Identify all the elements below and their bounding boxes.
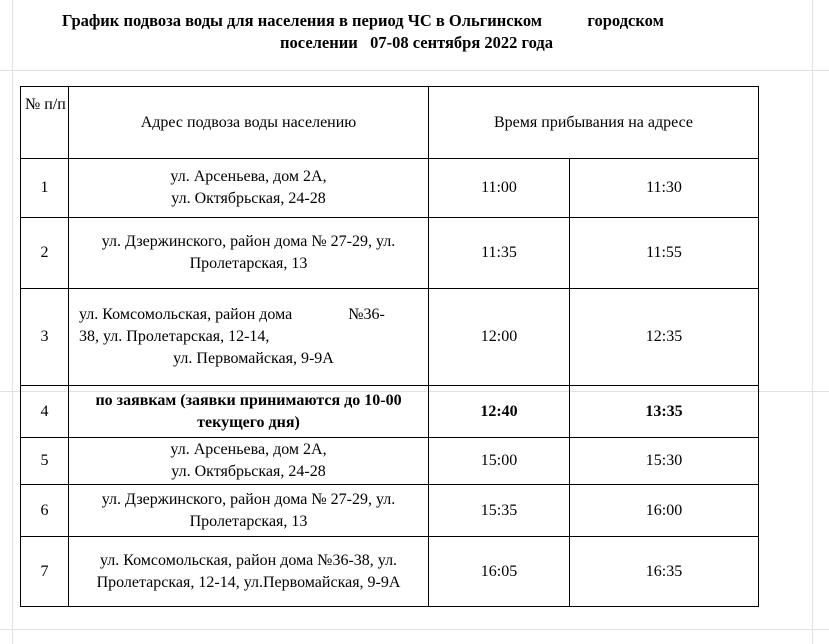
address-line: ул. Дзержинского, район дома № 27-29, ул. — [101, 490, 396, 508]
grid-line — [812, 0, 813, 644]
grid-line — [12, 0, 13, 644]
address-line: ул. Первомайская, 9-9А — [173, 350, 334, 367]
address-line: текущего дня) — [197, 413, 300, 431]
row-time-from: 16:05 — [429, 537, 570, 607]
row-num: 1 — [21, 159, 69, 218]
table-row — [21, 386, 759, 438]
title-line-1: График подвоза воды для населения в период ЧС в Ольгинском городском — [62, 11, 664, 30]
row-num: 4 — [21, 386, 69, 438]
table-row — [21, 218, 759, 289]
address-line: ул. Октябрьская, 24-28 — [171, 463, 326, 480]
table-row — [21, 485, 759, 537]
header-address: Адрес подвоза воды населению — [69, 87, 429, 159]
row-time-from: 15:00 — [429, 438, 570, 485]
address-line: по заявкам (заявки принимаются до 10-00 — [95, 391, 402, 409]
row-time-to: 13:35 — [570, 386, 759, 438]
title-line-2: поселении 07-08 сентября 2022 года — [280, 33, 553, 52]
row-address — [69, 289, 429, 386]
address-line: ул. Комсомольская, район дома №36-38, ул. — [99, 551, 398, 569]
table-row — [21, 537, 759, 607]
address-line: ул. Комсомольская, район дома №36- — [79, 306, 385, 323]
address-line: Пролетарская, 13 — [189, 255, 308, 272]
row-time-from: 15:35 — [429, 485, 570, 537]
row-num: 3 — [21, 289, 69, 386]
grid-line — [0, 629, 829, 630]
table-row — [21, 289, 759, 386]
row-num: 5 — [21, 438, 69, 485]
row-time-from: 11:35 — [429, 218, 570, 289]
document-title — [20, 10, 815, 54]
row-time-to: 11:30 — [570, 159, 759, 218]
row-address — [69, 537, 429, 607]
address-line: ул. Арсеньева, дом 2А, — [170, 441, 327, 458]
row-time-to: 16:35 — [570, 537, 759, 607]
address-line: ул. Дзержинского, район дома № 27-29, ул. — [101, 233, 396, 250]
row-time-from: 12:00 — [429, 289, 570, 386]
address-line: ул. Октябрьская, 24-28 — [171, 190, 326, 207]
row-time-from: 12:40 — [429, 386, 570, 438]
row-address — [69, 386, 429, 438]
row-num: 7 — [21, 537, 69, 607]
table-row — [21, 159, 759, 218]
row-num: 2 — [21, 218, 69, 289]
header-time: Время прибывания на адресе — [429, 87, 759, 159]
table-header-row — [21, 87, 759, 159]
row-time-to: 11:55 — [570, 218, 759, 289]
table-row — [21, 438, 759, 485]
address-line: ул. Арсеньева, дом 2А, — [170, 168, 327, 185]
row-address — [69, 159, 429, 218]
address-line: Пролетарская, 13 — [189, 512, 308, 530]
header-num: № п/п — [21, 87, 69, 159]
schedule-table — [20, 86, 759, 607]
row-time-to: 12:35 — [570, 289, 759, 386]
row-time-to: 15:30 — [570, 438, 759, 485]
address-line: 38, ул. Пролетарская, 12-14, — [79, 328, 270, 345]
address-line: Пролетарская, 12-14, ул.Первомайская, 9-9А — [96, 573, 401, 591]
row-address — [69, 438, 429, 485]
row-num: 6 — [21, 485, 69, 537]
row-address — [69, 485, 429, 537]
grid-line — [0, 70, 829, 71]
row-time-from: 11:00 — [429, 159, 570, 218]
row-time-to: 16:00 — [570, 485, 759, 537]
row-address — [69, 218, 429, 289]
